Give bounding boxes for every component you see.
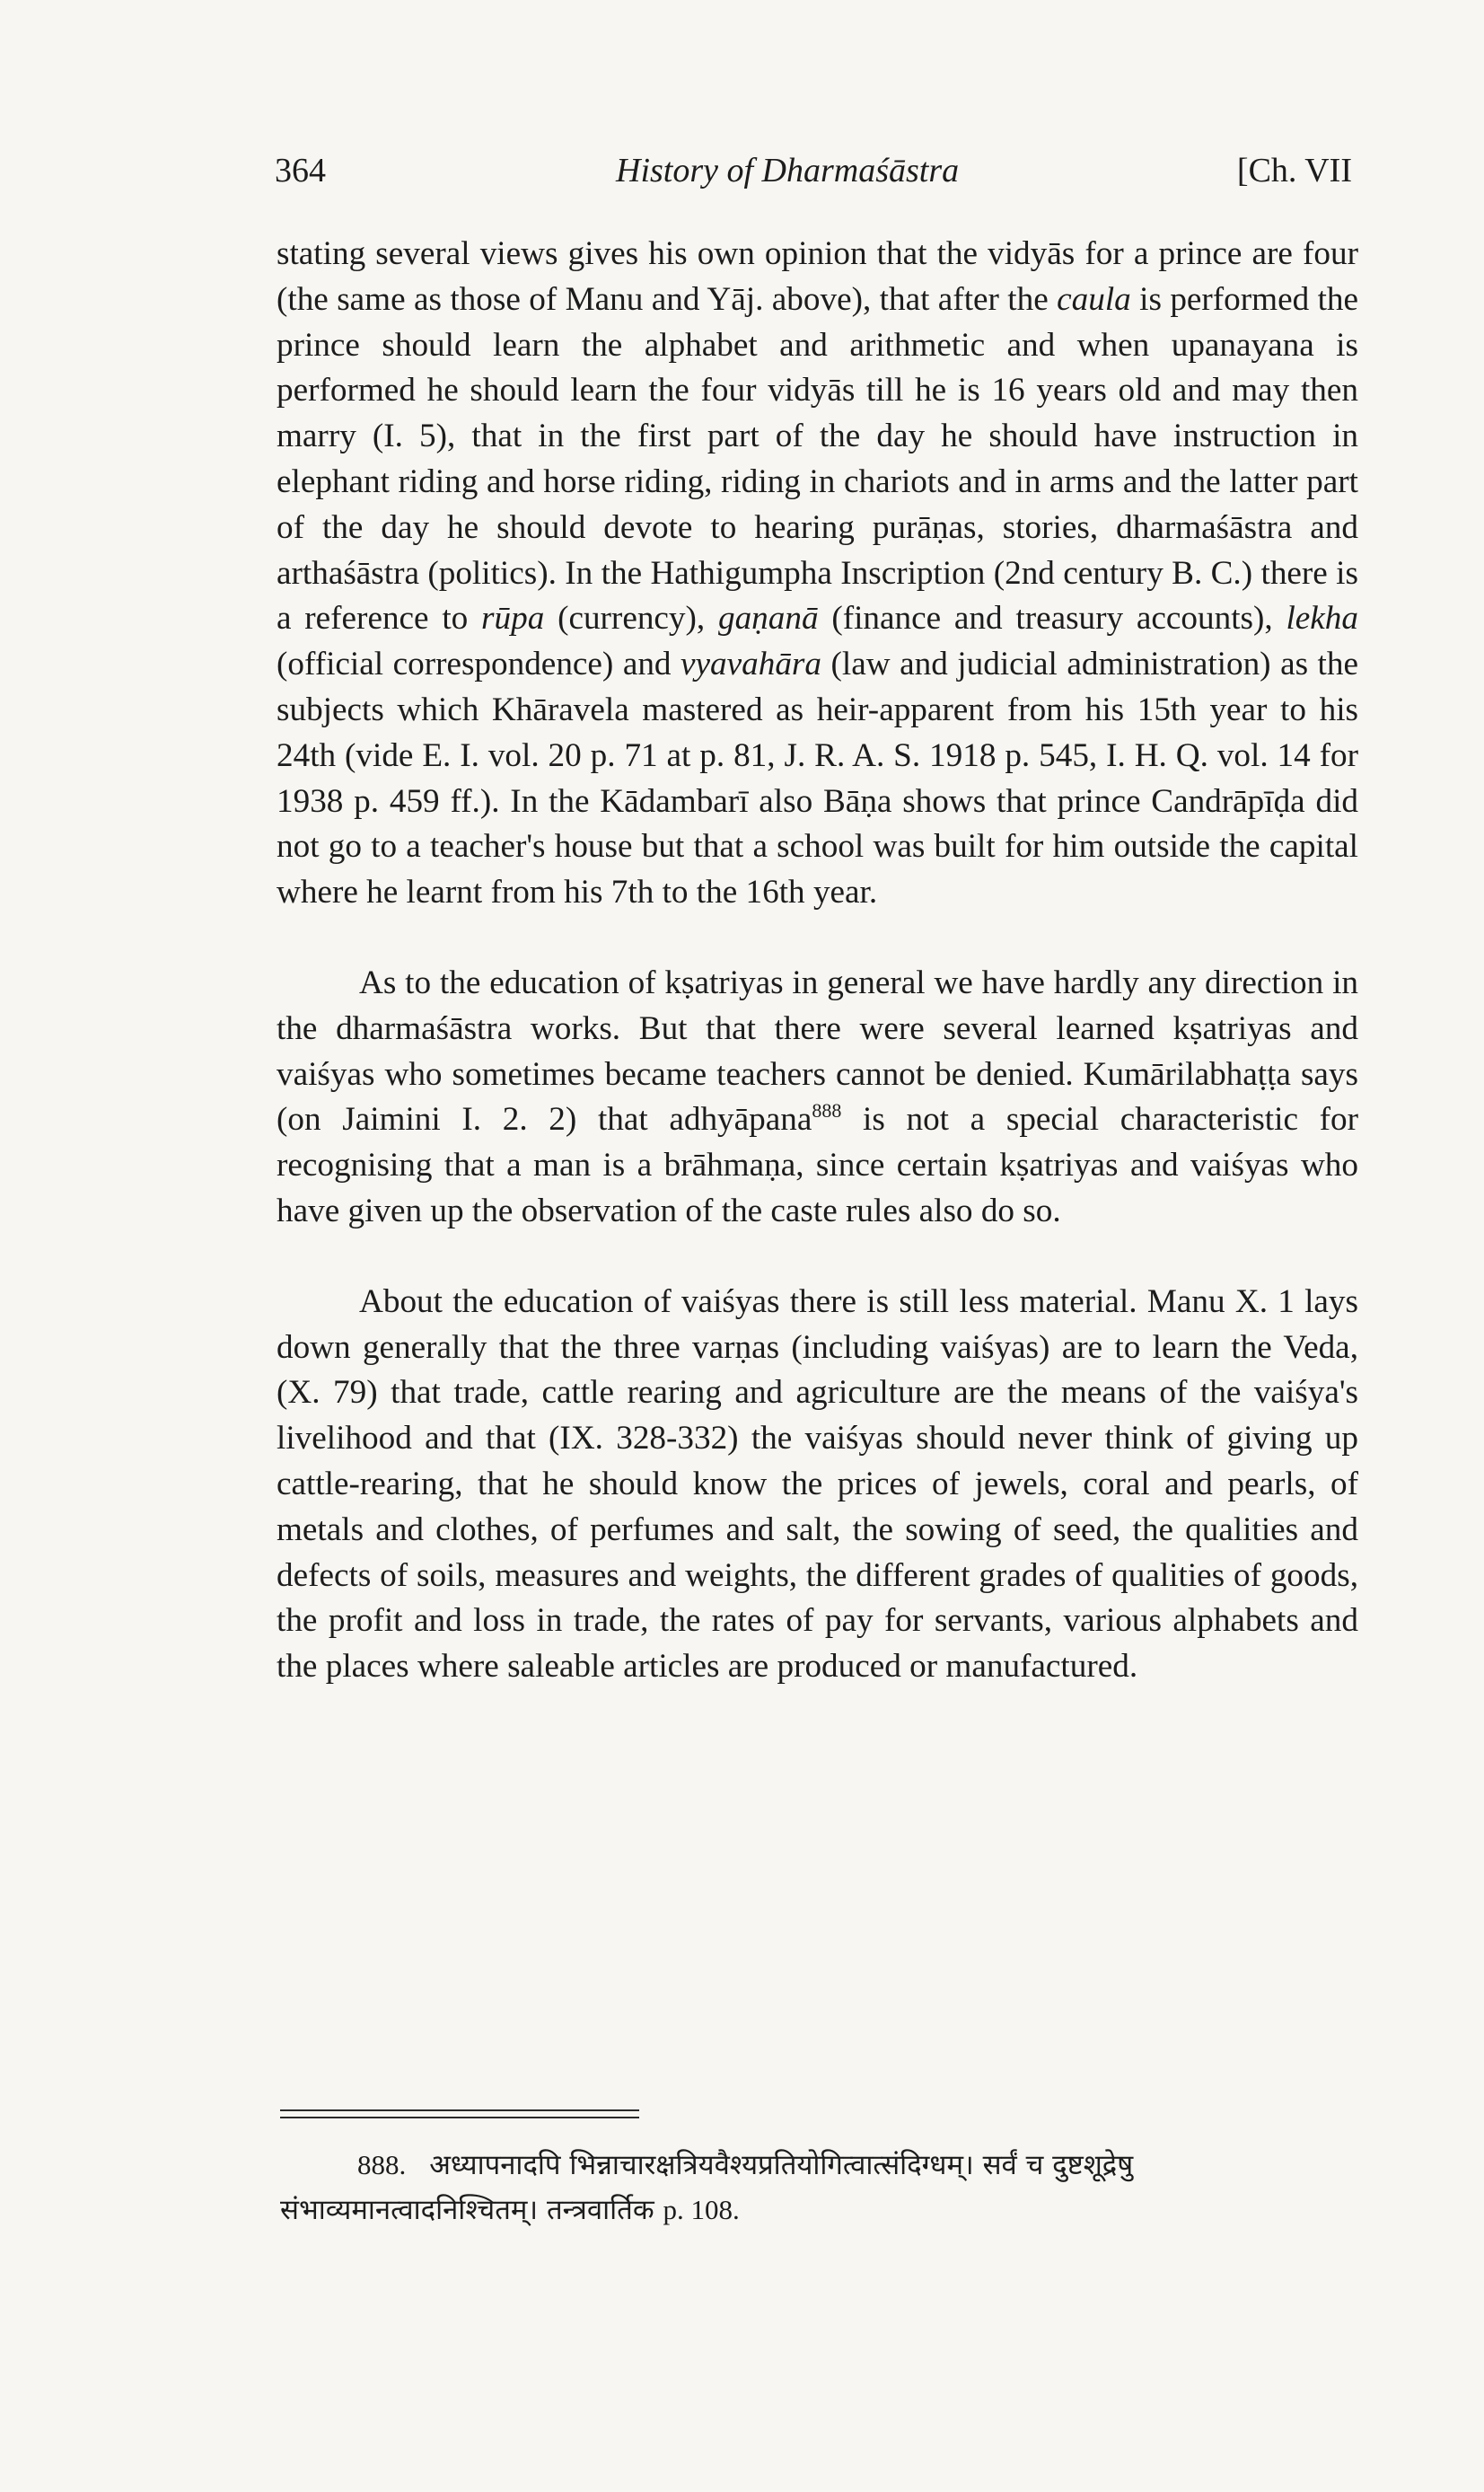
term-rupa: rūpa <box>481 600 545 638</box>
text-run: stating several views gives his own opinion that the vidyās for a prince are four (the same as those of Manu and Yāj. above), that after the <box>277 235 1358 318</box>
paragraph-3 <box>277 1280 1358 1690</box>
text-run: is not a special characteristic for recognising that a man is a brāhmaṇa, since certain kṣatriyas and vaiśyas who have given up the observation of the caste rules also do so. <box>277 1101 1358 1229</box>
text-run: (finance and treasury accounts), <box>818 600 1286 638</box>
text-run: As to the education of kṣatriyas in general we have hardly any direction in the dharmaśāstra works. But that there were several learned kṣatriyas and vaiśyas who sometimes became teachers cannot be denied. Kumārilabhaṭṭa says (on Jaimini I. 2. 2) that adhyāpana <box>277 964 1358 1139</box>
term-caula: caula <box>1057 280 1131 318</box>
footnote-number: 888. <box>357 2149 407 2180</box>
footnote-separator <box>280 2109 639 2120</box>
separator-line <box>280 2117 639 2118</box>
body-text <box>277 232 1358 1690</box>
footnote-page-reference: p. 108. <box>663 2194 740 2225</box>
page-header <box>275 151 1352 194</box>
text-run: (law and judicial administration) as the subjects which Khāravela mastered as heir-apparent from his 15th year to his 24th (vide E. I. vol. 20 p. 71 at p. 81, J. R. A. S. 1918 p. 545, I. H. Q. vol. 14 for 1938 p. 459 ff.). In the Kādambarī also Bāṇa shows that prince Candrāpīḍa did not go to a teacher's house but that a school was built for him outside the capital where he learnt from his 7th to the 16th year. <box>277 646 1358 911</box>
paragraph-1 <box>277 232 1358 916</box>
footnote-sanskrit-text: अध्यापनादपि भिन्नाचारक्षत्रियवैश्यप्रतियोगित्वात्संदिग्धम्। सर्वं च दुष्टशूद्रेषु संभाव्यमानत्वादनिश्चितम्। तन्त्रवार्तिक <box>280 2149 1134 2226</box>
page-number: 364 <box>275 152 326 189</box>
footnote-888 <box>280 2143 1357 2232</box>
text-run: is performed the prince should learn the alphabet and arithmetic and when upanayana is performed he should learn the four vidyās till he is 16 years old and may then marry (I. 5), that in the first part of the day he should have instruction in elephant riding and horse riding, riding in chariots and in arms and the latter part of the day he should devote to hearing purāṇas, stories, dharmaśāstra and arthaśāstra (politics). In the Hathigumpha Inscription (2nd century B. C.) there is a reference to <box>277 280 1359 638</box>
separator-line <box>280 2109 639 2111</box>
running-title: History of Dharmaśāstra <box>616 152 960 189</box>
text-run: About the education of vaiśyas there is still less material. Manu X. 1 lays down generally that the three varṇas (including vaiśyas) are to learn the Veda, (X. 79) that trade, cattle rearing and agriculture are the means of the vaiśya's livelihood and that (IX. 328-332) the vaiśyas should never think of giving up cattle-rearing, that he should know the prices of jewels, coral and pearls, of metals and clothes, of perfumes and salt, the sowing of seed, the qualities and defects of soils, measures and weights, the different grades of qualities of goods, the profit and loss in trade, the rates of pay for servants, various alphabets and the places where saleable articles are produced or manufactured. <box>277 1282 1358 1686</box>
paragraph-2 <box>277 961 1358 1235</box>
term-vyavahara: vyavahāra <box>681 646 821 683</box>
text-run: (currency), <box>544 600 718 638</box>
footnote <box>280 2143 1357 2232</box>
term-ganana: gaṇanā <box>717 600 819 638</box>
chapter-label: [Ch. VII <box>1236 152 1352 189</box>
footnote-marker: 888 <box>812 1099 842 1123</box>
term-lekha: lekha <box>1286 600 1358 638</box>
text-run: (official correspondence) and <box>277 646 681 683</box>
